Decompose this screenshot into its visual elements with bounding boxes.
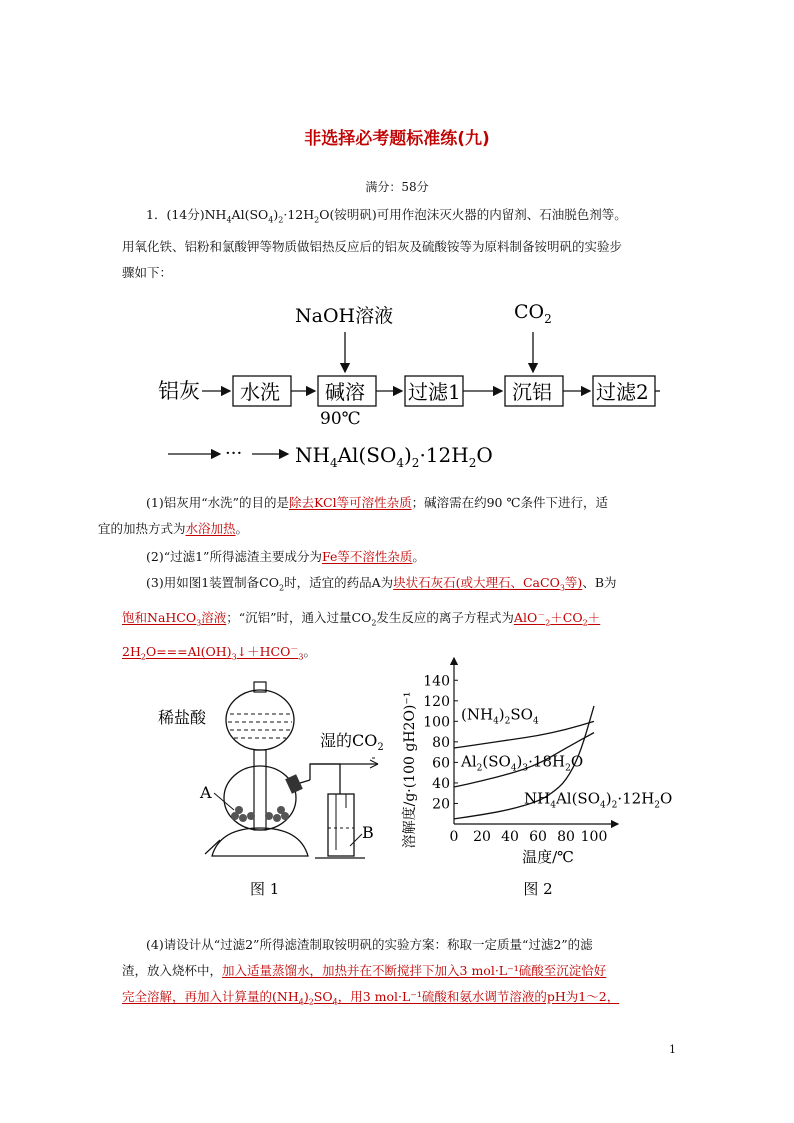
flow-product: $NH_4Al(SO_4)_2\cdot 12H_2O$ — [295, 443, 493, 470]
subquestion-2 — [122, 544, 682, 570]
series-label-al2so43: $Al_2(SO_4)_3\cdot 18H_2O$ — [461, 752, 584, 774]
sub2-text: (2)“过滤1”所得滤渣主要成分为 — [146, 549, 322, 564]
series-label-nh4-2so4: $(NH_4)_2SO_4$ — [461, 705, 539, 727]
x-axis-label: 温度/℃ — [522, 848, 574, 866]
y-tick-label: 120 — [423, 693, 450, 710]
sub3-text: (3)用如图1装置制备CO — [146, 575, 279, 590]
flask-base — [212, 828, 308, 856]
sub3-text: 。 — [303, 644, 316, 660]
series-label-alum: $NH_4Al(SO_4)_2\cdot 12H_2O$ — [524, 789, 673, 811]
figure-2-solubility-chart — [398, 650, 698, 905]
sub1-text: (1)铝灰用“水洗”的目的是 — [146, 495, 289, 510]
subquestion-4 — [122, 932, 682, 1016]
x-tick-label: 40 — [501, 829, 519, 845]
y-tick-label: 40 — [432, 775, 450, 792]
answer-2: Fe等不溶性杂质 — [321, 549, 413, 564]
q1-text: 骤如下： — [122, 264, 173, 280]
wet-co2-label: 湿的$CO_2$ — [320, 731, 384, 753]
figure-1-apparatus — [150, 668, 390, 903]
y-axis-label: 溶解度/g·(100 gH2O)⁻¹ — [402, 691, 418, 849]
sub3-text: 发生反应的离子方程式为 — [376, 609, 514, 625]
y-tick-label: 80 — [432, 734, 450, 751]
acid-label: 稀盐酸 — [158, 708, 207, 727]
sub4-text: (4)请设计从“过滤2”所得滤渣制取铵明矾的实验方案：称取一定质量“过滤2”的滤 — [146, 937, 593, 952]
flow-temp: 90℃ — [320, 409, 361, 429]
page-number: 1 — [669, 1043, 676, 1056]
y-tick-label: 60 — [432, 755, 450, 772]
answer-1a: 除去KCl等可溶性杂质 — [289, 495, 412, 510]
middle-bulb — [224, 766, 296, 830]
q1-text: ·12H — [283, 207, 315, 222]
q1-text: 1．(14分)NH — [146, 207, 227, 222]
sub3-text: ；“沉铝”时，通入过量CO — [226, 609, 372, 625]
flow-dots: ··· — [225, 443, 243, 464]
q1-text: O(铵明矾)可用作泡沫灭火器的内留剂、石油脱色剂等。 — [319, 207, 627, 222]
flow-step-filter2: 过滤2 — [596, 380, 649, 404]
sub1-text: 宜的加热方式为 — [98, 521, 186, 536]
q1-text: 用氧化铁、铝粉和氯酸钾等物质做铝热反应后的铝灰及硫酸铵等为原料制备铵明矾的实验步 — [122, 238, 623, 254]
sub1-text: 。 — [235, 521, 249, 536]
flow-step-precipitate: 沉铝 — [512, 380, 552, 404]
answer-1b: 水浴加热 — [185, 521, 236, 536]
co2-label: $CO_2$ — [514, 301, 552, 326]
answer-3a: 块状石灰石(或大理石、CaCO$_3$等) — [393, 575, 583, 593]
subquestion-1 — [98, 490, 682, 542]
score-line: 满分：58分 — [365, 180, 429, 194]
x-tick-label: 60 — [529, 829, 547, 845]
answer-3c: $AlO^-_2+CO_2+$ — [513, 609, 601, 628]
answer-3d: $2H_2O===Al(OH)_3↓+HCO^-_3$ — [122, 644, 304, 662]
funnel-bulb — [226, 690, 294, 750]
x-tick-label: 0 — [449, 829, 459, 845]
q1-intro: 1．(14分)$NH_4Al(SO_4)_2\cdot 12H_2O$(铵明矾)可用作泡沫灭火器的内留剂、石油脱色剂等。 用氧化铁、铝粉和氯酸钾等物质做铝热反应后的铝灰及硫酸铵等为原料制备铵明矾的实验步 骤如下： — [122, 207, 627, 280]
q1-text: Al(SO — [231, 207, 269, 222]
flow-step-dissolve: 碱溶 — [325, 380, 365, 404]
label-b: B — [362, 823, 374, 842]
page-title: 非选择必考题标准练(九) — [304, 129, 490, 149]
y-tick-label: 140 — [423, 673, 450, 690]
subquestion-3: (3)用如图1装置制备$CO_2$时，适宜的药品A为块状石灰石(或大理石、CaCO$_3$等)、B为 饱和NaHCO$_3$溶液；“沉铝”时，通入过量$CO_2$发生反应的离子方程式为$AlO^-_2+CO_2+$ $2H_2O===Al(OH)_3↓+HCO^-_3$。 — [122, 575, 617, 662]
naoh-label: NaOH溶液 — [295, 305, 394, 327]
sub3-text: 、B为 — [582, 575, 617, 590]
x-tick-label: 80 — [557, 829, 575, 845]
figure-1-label: 图 1 — [250, 880, 280, 898]
sub2-text: 。 — [412, 549, 425, 564]
sub4-text: 渣，放入烧杯中， — [122, 963, 223, 978]
figure-2-label: 图 2 — [523, 880, 553, 898]
answer-3b: 饱和NaHCO$_3$溶液 — [122, 609, 227, 628]
flow-step-wash: 水洗 — [240, 380, 280, 404]
process-flow-diagram — [150, 292, 680, 477]
label-a: A — [200, 783, 212, 802]
y-tick-label: 20 — [432, 796, 450, 813]
sub1-text: ；碱溶需在约90 ℃条件下进行，适 — [411, 495, 608, 510]
x-tick-label: 100 — [580, 829, 608, 845]
sub3-text: 时，适宜的药品A为 — [284, 575, 394, 590]
x-tick-label: 20 — [473, 829, 491, 845]
wash-bottle — [328, 794, 354, 856]
answer-4a: 加入适量蒸馏水，加热并在不断搅拌下加入3 mol·L⁻¹硫酸至沉淀恰好 — [222, 963, 607, 978]
q1-text: ) — [273, 207, 279, 222]
y-tick-label: 100 — [423, 714, 450, 731]
answer-4b: 完全溶解，再加入计算量的$(NH_4)_2SO_4$，用3 mol·L⁻¹硫酸和氨水调节溶液的pH为1～2， — [122, 989, 620, 1007]
flow-step-filter1: 过滤1 — [408, 380, 461, 404]
flow-start: 铝灰 — [158, 379, 200, 403]
